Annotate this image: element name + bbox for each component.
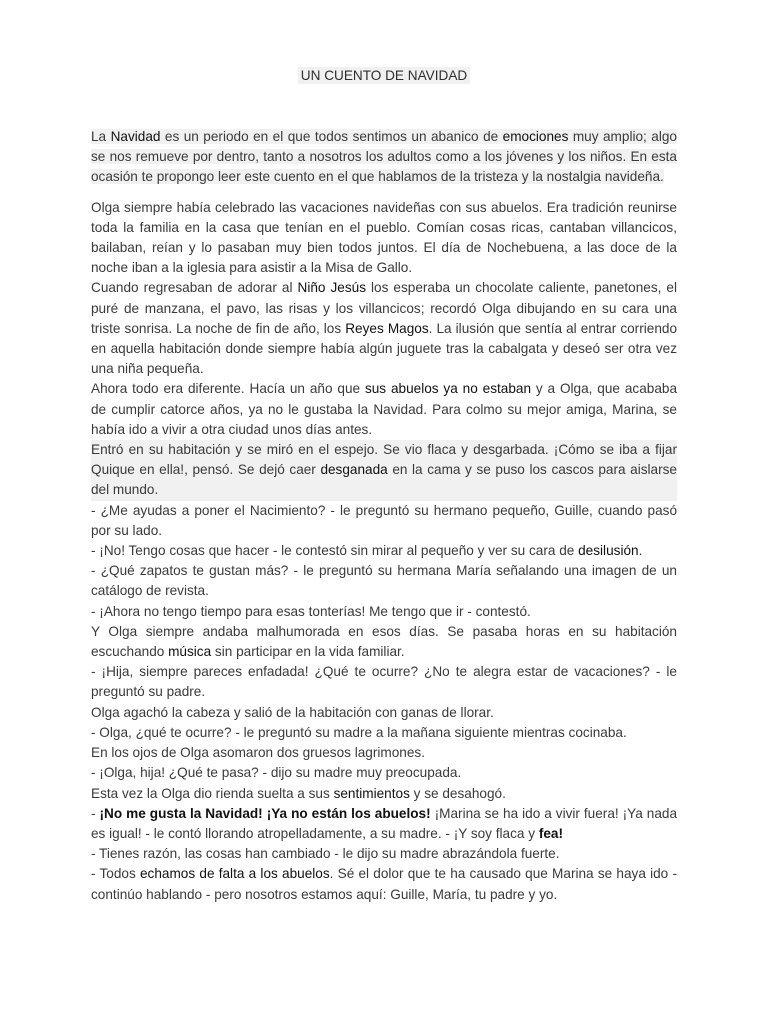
dialogue-line: - ¡No! Tengo cosas que hacer - le contestó sin mirar al pequeño y ver su cara de desilusión. [91, 543, 643, 559]
dialogue-line: - ¡Ahora no tengo tiempo para esas tonterías! Me tengo que ir - contestó. [91, 603, 531, 619]
paragraph: Ahora todo era diferente. Hacía un año que sus abuelos ya no estaban y a Olga, que acababa de cumplir catorce años, ya no le gustaba la Navidad. Para colmo su mejor amiga, Marina, se había ido a vivir a otra ciudad unos días antes. [91, 381, 678, 437]
paragraph: Olga agachó la cabeza y salió de la habitación con ganas de llorar. [91, 704, 494, 720]
keyword-link[interactable]: sus abuelos ya no estaban [364, 381, 532, 397]
keyword-link[interactable]: ¡No me gusta la Navidad! ¡Ya no están los abuelos! [99, 805, 431, 821]
intro-paragraph: La Navidad es un periodo en el que todos sentimos un abanico de emociones muy amplio; algo se nos remueve por dentro, tanto a nosotros los adultos como a los jóvenes y los niños. En esta ocasión te propongo leer este cuento en el que hablamos de la tristeza y la nostalgia navideña. [91, 129, 677, 185]
paragraph: Olga siempre había celebrado las vacaciones navideñas con sus abuelos. Era tradición reunirse toda la familia en la casa que tenían en el pueblo. Comían cosas ricas, cantaban villancicos, bailaban, reían y lo pasaban muy bien todos juntos. El día de Nochebuena, a las doce de la noche iban a la iglesia para asistir a la Misa de Gallo. [91, 199, 677, 276]
keyword-link[interactable]: emociones [502, 129, 569, 144]
dialogue-line: - ¿Me ayudas a poner el Nacimiento? - le preguntó su hermano pequeño, Guille, cuando pasó por su lado. [91, 502, 677, 538]
story-title: UN CUENTO DE NAVIDAD [0, 68, 768, 83]
keyword-link[interactable]: sentimientos [333, 785, 410, 801]
keyword-link[interactable]: música [168, 644, 212, 660]
keyword-link[interactable]: Navidad [110, 129, 161, 144]
paragraph: Entró en su habitación y se miró en el espejo. Se vio flaca y desgarbada. ¡Cómo se iba a fijar Quique en ella!, pensó. Se dejó caer desganada en la cama y se puso los cascos para aislarse del mundo. [91, 440, 677, 501]
keyword-link[interactable]: desganada [320, 462, 388, 478]
dialogue-line: - Olga, ¿qué te ocurre? - le preguntó su madre a la mañana siguiente mientras cocinaba. [91, 724, 627, 740]
paragraph: En los ojos de Olga asomaron dos gruesos lagrimones. [91, 745, 425, 761]
dialogue-line: - Todos echamos de falta a los abuelos. Sé el dolor que te ha causado que Marina se haya ido - continúo hablando - pero nosotros estamos aquí: Guille, María, tu padre y yo. [91, 866, 677, 902]
paragraph: Y Olga siempre andaba malhumorada en esos días. Se pasaba horas en su habitación escuchando música sin participar en la vida familiar. [91, 623, 677, 660]
keyword-link[interactable]: desilusión [578, 543, 639, 559]
keyword-link[interactable]: Reyes Magos [345, 320, 429, 336]
keyword-link[interactable]: fea! [538, 825, 564, 841]
paragraph: Esta vez la Olga dio rienda suelta a sus sentimientos y se desahogó. [91, 785, 506, 801]
keyword-link[interactable]: echamos de falta a los abuelos [140, 866, 330, 882]
story-body [91, 127, 677, 905]
dialogue-line: - ¡No me gusta la Navidad! ¡Ya no están los abuelos! ¡Marina se ha ido a vivir fuera! ¡Ya nada es igual! - le contó llorando atropelladamente, a su madre. - ¡Y soy flaca y fea! [91, 805, 678, 841]
dialogue-line: - ¡Olga, hija! ¿Qué te pasa? - dijo su madre muy preocupada. [91, 765, 462, 781]
dialogue-line: - Tienes razón, las cosas han cambiado - le dijo su madre abrazándola fuerte. [91, 846, 560, 862]
keyword-link[interactable]: Niño Jesús [297, 280, 366, 296]
paragraph: Cuando regresaban de adorar al Niño Jesús los esperaba un chocolate caliente, panetones, el puré de manzana, el pavo, las risas y los villancicos; recordó Olga dibujando en su cara una triste sonrisa. La noche de fin de año, los Reyes Magos. La ilusión que sentía al entrar corriendo en aquella habitación donde siempre había algún juguete tras la cabalgata y deseó ser otra vez una niña pequeña. [91, 280, 678, 377]
dialogue-line: - ¡Hija, siempre pareces enfadada! ¿Qué te ocurre? ¿No te alegra estar de vacaciones? - le preguntó su padre. [91, 664, 677, 700]
dialogue-line: - ¿Qué zapatos te gustan más? - le preguntó su hermana María señalando una imagen de un catálogo de revista. [91, 563, 677, 599]
